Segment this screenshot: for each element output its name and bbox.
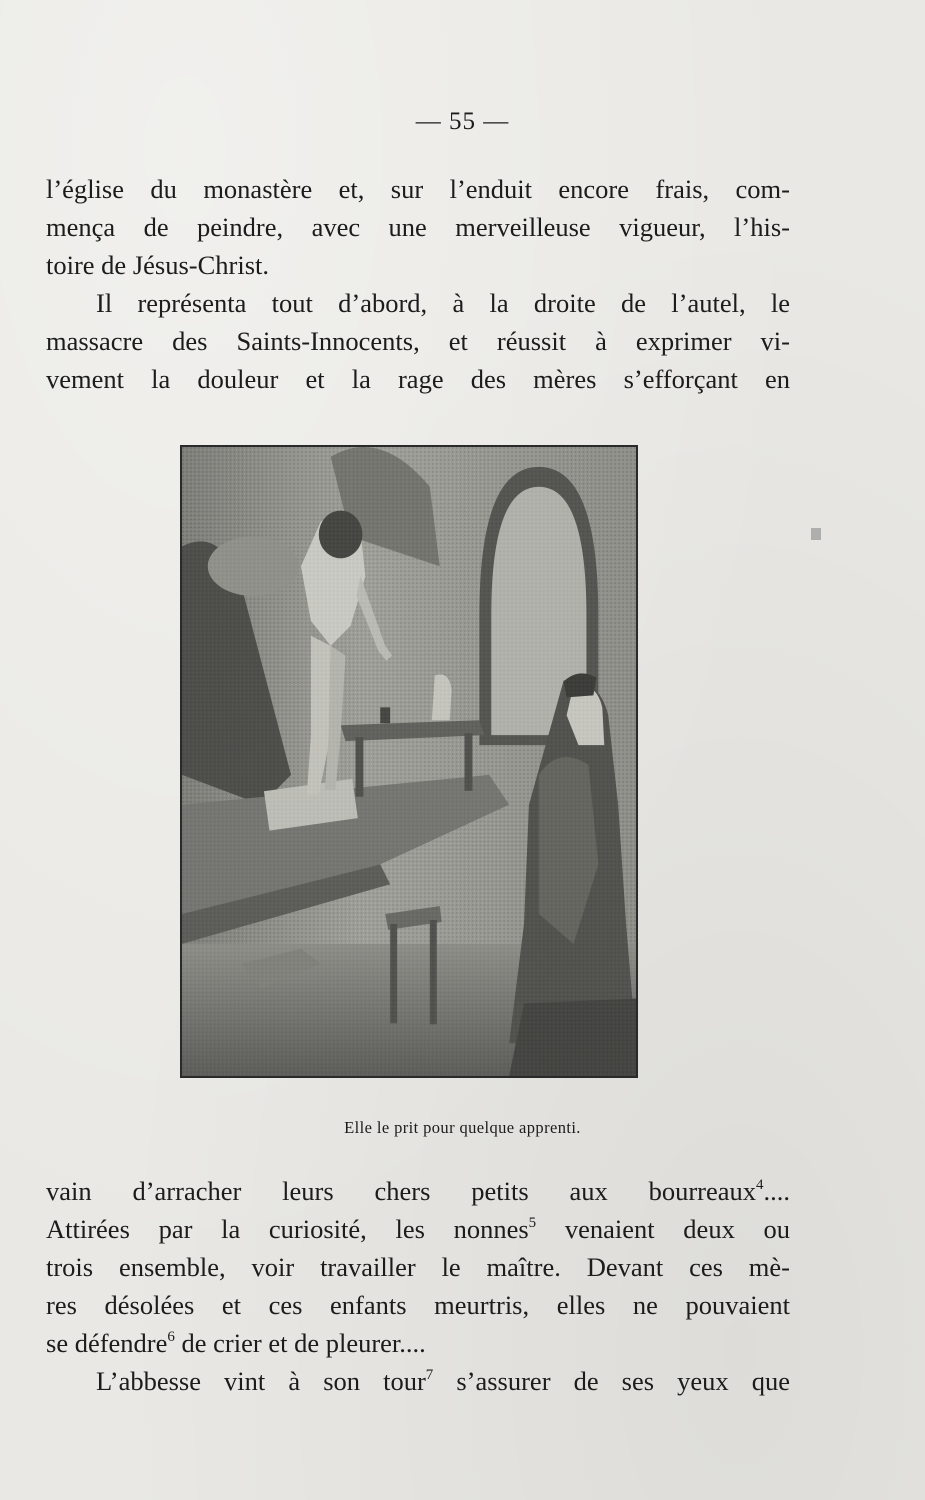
text-line bbox=[46, 1324, 790, 1362]
figure-caption: Elle le prit pour quelque apprenti. bbox=[344, 1118, 581, 1137]
text-line: l’église du monastère et, sur l’enduit encore frais, com- bbox=[46, 174, 790, 204]
footnote-ref: 5 bbox=[528, 1215, 537, 1231]
paragraph bbox=[46, 1362, 790, 1400]
bottom-text bbox=[46, 1172, 790, 1400]
text-line: toire de Jésus-Christ. bbox=[46, 250, 270, 280]
text-line: trois ensemble, voir travailler le maître. Devant ces mè- bbox=[46, 1252, 790, 1282]
text-line bbox=[46, 1210, 790, 1248]
line-text: de crier et de pleurer.... bbox=[174, 1328, 426, 1358]
margin-mark bbox=[811, 528, 821, 540]
illustration bbox=[180, 445, 638, 1078]
page-number: — 55 — bbox=[415, 108, 510, 135]
line-text: s’assurer de ses yeux que bbox=[433, 1366, 790, 1396]
text-line bbox=[46, 1362, 790, 1400]
text-line bbox=[46, 1172, 790, 1210]
text-line: vement la douleur et la rage des mères s’efforçant en bbox=[46, 364, 790, 394]
paragraph bbox=[46, 1172, 790, 1362]
paragraph bbox=[46, 170, 790, 284]
line-text: se défendre bbox=[46, 1328, 168, 1358]
text-line: massacre des Saints-Innocents, et réussit à exprimer vi- bbox=[46, 326, 790, 356]
line-text: Attirées par la curiosité, les nonnes bbox=[46, 1214, 529, 1244]
footnote-ref: 6 bbox=[167, 1329, 175, 1345]
text-line: res désolées et ces enfants meurtris, elles ne pouvaient bbox=[46, 1290, 790, 1320]
footnote-ref: 7 bbox=[425, 1367, 434, 1383]
text-line: Il représenta tout d’abord, à la droite de l’autel, le bbox=[96, 288, 790, 318]
top-text bbox=[46, 170, 790, 398]
line-text: L’abbesse vint à son tour bbox=[96, 1366, 426, 1396]
line-text: venaient deux ou bbox=[536, 1214, 791, 1244]
paragraph bbox=[46, 284, 790, 398]
footnote-ref: 4 bbox=[756, 1177, 764, 1193]
text-line: mença de peindre, avec une merveilleuse vigueur, l’his- bbox=[46, 212, 790, 242]
line-text: .... bbox=[763, 1176, 790, 1206]
illustration-engraving bbox=[182, 447, 636, 1076]
line-text: vain d’arracher leurs chers petits aux bourreaux bbox=[46, 1176, 756, 1206]
